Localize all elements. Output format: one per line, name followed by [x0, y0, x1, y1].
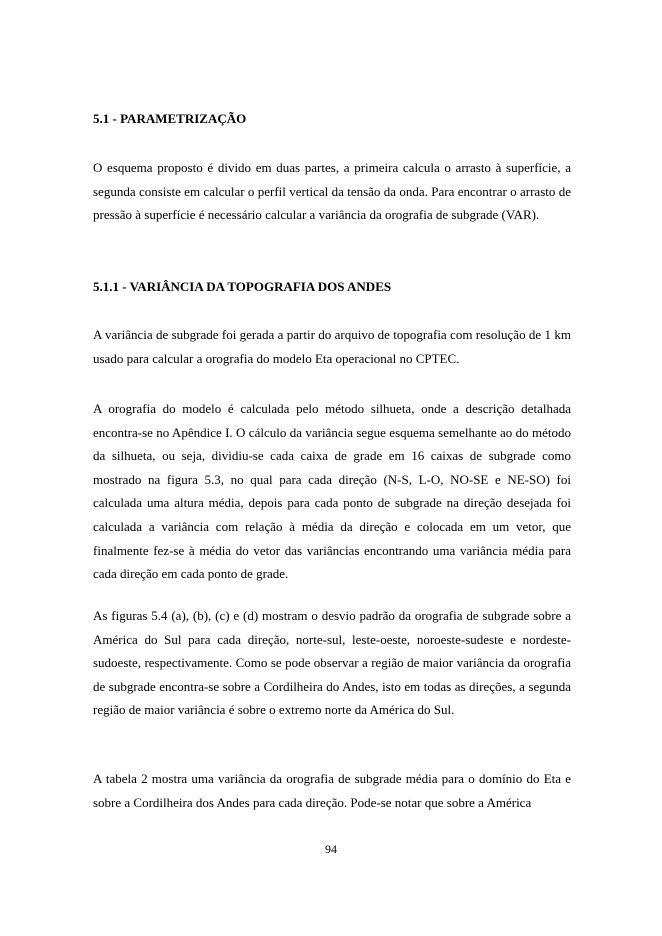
subsection-paragraph-4: A tabela 2 mostra uma variância da orografia de subgrade média para o domínio do Eta e sobre a Cordilheira dos Andes para cada direção. Pode-se notar que sobre a América	[93, 771, 571, 810]
subsection-paragraph-3: As figuras 5.4 (a), (b), (c) e (d) mostram o desvio padrão da orografia de subgrade sobre a América do Sul para cada direção, norte-sul, leste-oeste, noroeste-sudeste e nordeste-sudoeste, respectivamente. Como se pode observar a região de maior variância da orografia de subgrade encontra-se sobre a Cordilheira do Andes, isto em todas as direções, a segunda região de maior variância é sobre o extremo norte da América do Sul.	[93, 608, 571, 718]
page-number: 94	[325, 842, 337, 856]
subsection-heading: 5.1.1 - VARIÂNCIA DA TOPOGRAFIA DOS ANDES	[93, 279, 392, 294]
section-paragraph: O esquema proposto é divido em duas partes, a primeira calcula o arrasto à superfície, a segunda consiste em calcular o perfil vertical da tensão da onda. Para encontrar o arrasto de pressão à superfície é necessário calcular a variância da orografia de subgrade (VAR).	[93, 160, 571, 223]
subsection-paragraph-2: A orografia do modelo é calculada pelo método silhueta, onde a descrição detalhada encontra-se no Apêndice I. O cálculo da variância segue esquema semelhante ao do método da silhueta, ou seja, dividiu-se cada caixa de grade em 16 caixas de subgrade como mostrado na figura 5.3, no qual para cada direção (N-S, L-O, NO-SE e NE-SO) foi calculada uma altura média, depois para cada ponto de subgrade na direção desejada foi calculada a variância com relação à média da direção e colocada em um vetor, que finalmente fez-se à média do vetor das variâncias encontrando uma variância média para cada direção em cada ponto de grade.	[93, 401, 571, 582]
section-heading: 5.1 - PARAMETRIZAÇÃO	[93, 111, 247, 126]
subsection-paragraph-1: A variância de subgrade foi gerada a partir do arquivo de topografia com resolução de 1 km usado para calcular a orografia do modelo Eta operacional no CPTEC.	[93, 327, 571, 366]
